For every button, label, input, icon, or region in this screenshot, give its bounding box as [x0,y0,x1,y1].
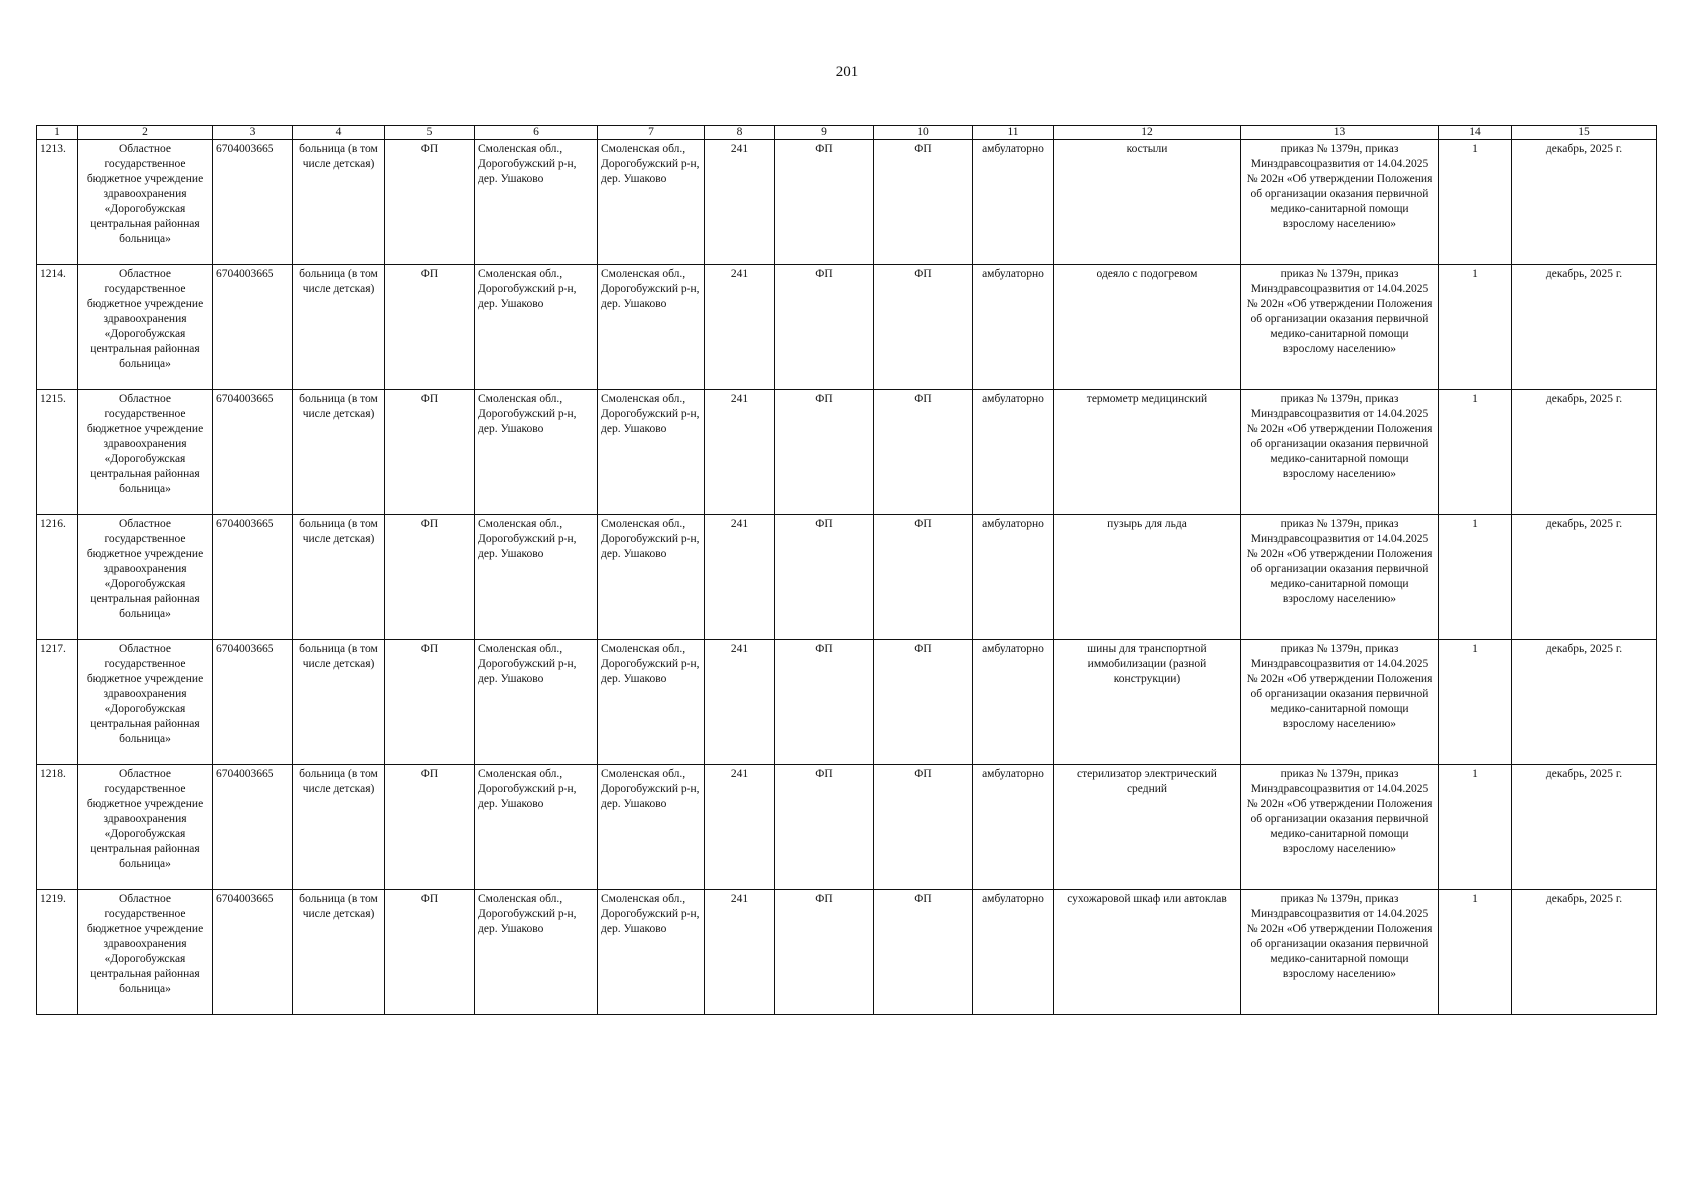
table-row [37,515,1657,640]
row-number: 1218. [37,765,78,890]
column-number-row [37,126,1657,140]
table-row [37,390,1657,515]
code-col8: 241 [705,390,775,515]
column-number-15: 15 [1512,126,1657,140]
address-col7: Смоленская обл., Дорогобужский р-н, дер. Ушаково [598,640,705,765]
unit-type: ФП [385,265,475,390]
equipment-item: стерилизатор электрический средний [1054,765,1241,890]
quantity: 1 [1439,265,1512,390]
quantity: 1 [1439,390,1512,515]
row-number: 1219. [37,890,78,1015]
organization-name: Областное государственное бюджетное учреждение здравоохранения «Дорогобужская центральная районная больница» [78,515,213,640]
registry-table [36,125,1657,1015]
inn-code: 6704003665 [213,140,293,265]
address-col6: Смоленская обл., Дорогобужский р-н, дер. Ушаково [475,140,598,265]
column-number-14: 14 [1439,126,1512,140]
inn-code: 6704003665 [213,390,293,515]
unit-col10: ФП [874,640,973,765]
table-row [37,140,1657,265]
unit-col9: ФП [775,640,874,765]
page-number: 201 [835,64,859,80]
quantity: 1 [1439,890,1512,1015]
quantity: 1 [1439,515,1512,640]
column-number-10: 10 [874,126,973,140]
regulation-order: приказ № 1379н, приказ Минздравсоцразвития от 14.04.2025 № 202н «Об утверждении Положения об организации оказания первичной медико-санитарной помощи взрослому населению» [1241,890,1439,1015]
unit-col10: ФП [874,890,973,1015]
code-col8: 241 [705,765,775,890]
address-col6: Смоленская обл., Дорогобужский р-н, дер. Ушаково [475,515,598,640]
column-number-9: 9 [775,126,874,140]
care-form: амбулаторно [973,265,1054,390]
column-number-11: 11 [973,126,1054,140]
unit-col9: ФП [775,890,874,1015]
unit-col9: ФП [775,140,874,265]
deadline-date: декабрь, 2025 г. [1512,515,1657,640]
address-col7: Смоленская обл., Дорогобужский р-н, дер. Ушаково [598,390,705,515]
column-number-6: 6 [475,126,598,140]
row-number: 1217. [37,640,78,765]
facility-type: больница (в том числе детская) [293,390,385,515]
unit-col10: ФП [874,140,973,265]
equipment-item: пузырь для льда [1054,515,1241,640]
facility-type: больница (в том числе детская) [293,890,385,1015]
unit-col9: ФП [775,265,874,390]
unit-col10: ФП [874,765,973,890]
column-number-4: 4 [293,126,385,140]
organization-name: Областное государственное бюджетное учреждение здравоохранения «Дорогобужская центральная районная больница» [78,890,213,1015]
equipment-item: шины для транспортной иммобилизации (разной конструкции) [1054,640,1241,765]
equipment-item: костыли [1054,140,1241,265]
row-number: 1216. [37,515,78,640]
care-form: амбулаторно [973,640,1054,765]
quantity: 1 [1439,140,1512,265]
care-form: амбулаторно [973,890,1054,1015]
equipment-item: сухожаровой шкаф или автоклав [1054,890,1241,1015]
row-number: 1214. [37,265,78,390]
column-number-12: 12 [1054,126,1241,140]
regulation-order: приказ № 1379н, приказ Минздравсоцразвития от 14.04.2025 № 202н «Об утверждении Положения об организации оказания первичной медико-санитарной помощи взрослому населению» [1241,515,1439,640]
unit-col10: ФП [874,390,973,515]
row-number: 1215. [37,390,78,515]
address-col7: Смоленская обл., Дорогобужский р-н, дер. Ушаково [598,765,705,890]
regulation-order: приказ № 1379н, приказ Минздравсоцразвития от 14.04.2025 № 202н «Об утверждении Положения об организации оказания первичной медико-санитарной помощи взрослому населению» [1241,390,1439,515]
column-number-13: 13 [1241,126,1439,140]
facility-type: больница (в том числе детская) [293,515,385,640]
organization-name: Областное государственное бюджетное учреждение здравоохранения «Дорогобужская центральная районная больница» [78,140,213,265]
address-col7: Смоленская обл., Дорогобужский р-н, дер. Ушаково [598,515,705,640]
regulation-order: приказ № 1379н, приказ Минздравсоцразвития от 14.04.2025 № 202н «Об утверждении Положения об организации оказания первичной медико-санитарной помощи взрослому населению» [1241,765,1439,890]
address-col6: Смоленская обл., Дорогобужский р-н, дер. Ушаково [475,640,598,765]
column-number-1: 1 [37,126,78,140]
facility-type: больница (в том числе детская) [293,765,385,890]
equipment-item: одеяло с подогревом [1054,265,1241,390]
unit-col9: ФП [775,390,874,515]
organization-name: Областное государственное бюджетное учреждение здравоохранения «Дорогобужская центральная районная больница» [78,390,213,515]
address-col6: Смоленская обл., Дорогобужский р-н, дер. Ушаково [475,265,598,390]
code-col8: 241 [705,515,775,640]
deadline-date: декабрь, 2025 г. [1512,890,1657,1015]
unit-col9: ФП [775,515,874,640]
quantity: 1 [1439,765,1512,890]
equipment-item: термометр медицинский [1054,390,1241,515]
inn-code: 6704003665 [213,515,293,640]
row-number: 1213. [37,140,78,265]
address-col6: Смоленская обл., Дорогобужский р-н, дер. Ушаково [475,390,598,515]
code-col8: 241 [705,140,775,265]
regulation-order: приказ № 1379н, приказ Минздравсоцразвития от 14.04.2025 № 202н «Об утверждении Положения об организации оказания первичной медико-санитарной помощи взрослому населению» [1241,140,1439,265]
deadline-date: декабрь, 2025 г. [1512,265,1657,390]
address-col7: Смоленская обл., Дорогобужский р-н, дер. Ушаково [598,890,705,1015]
regulation-order: приказ № 1379н, приказ Минздравсоцразвития от 14.04.2025 № 202н «Об утверждении Положения об организации оказания первичной медико-санитарной помощи взрослому населению» [1241,640,1439,765]
unit-type: ФП [385,140,475,265]
unit-type: ФП [385,765,475,890]
deadline-date: декабрь, 2025 г. [1512,765,1657,890]
regulation-order: приказ № 1379н, приказ Минздравсоцразвития от 14.04.2025 № 202н «Об утверждении Положения об организации оказания первичной медико-санитарной помощи взрослому населению» [1241,265,1439,390]
organization-name: Областное государственное бюджетное учреждение здравоохранения «Дорогобужская центральная районная больница» [78,640,213,765]
organization-name: Областное государственное бюджетное учреждение здравоохранения «Дорогобужская центральная районная больница» [78,765,213,890]
facility-type: больница (в том числе детская) [293,140,385,265]
unit-type: ФП [385,390,475,515]
organization-name: Областное государственное бюджетное учреждение здравоохранения «Дорогобужская центральная районная больница» [78,265,213,390]
address-col6: Смоленская обл., Дорогобужский р-н, дер. Ушаково [475,765,598,890]
code-col8: 241 [705,640,775,765]
unit-type: ФП [385,515,475,640]
facility-type: больница (в том числе детская) [293,265,385,390]
inn-code: 6704003665 [213,890,293,1015]
care-form: амбулаторно [973,765,1054,890]
deadline-date: декабрь, 2025 г. [1512,640,1657,765]
table-row [37,890,1657,1015]
unit-col9: ФП [775,765,874,890]
care-form: амбулаторно [973,515,1054,640]
table-row [37,765,1657,890]
address-col6: Смоленская обл., Дорогобужский р-н, дер. Ушаково [475,890,598,1015]
address-col7: Смоленская обл., Дорогобужский р-н, дер. Ушаково [598,140,705,265]
column-number-2: 2 [78,126,213,140]
code-col8: 241 [705,890,775,1015]
care-form: амбулаторно [973,140,1054,265]
inn-code: 6704003665 [213,765,293,890]
inn-code: 6704003665 [213,640,293,765]
inn-code: 6704003665 [213,265,293,390]
facility-type: больница (в том числе детская) [293,640,385,765]
unit-col10: ФП [874,265,973,390]
unit-col10: ФП [874,515,973,640]
care-form: амбулаторно [973,390,1054,515]
unit-type: ФП [385,640,475,765]
column-number-7: 7 [598,126,705,140]
column-number-3: 3 [213,126,293,140]
deadline-date: декабрь, 2025 г. [1512,390,1657,515]
quantity: 1 [1439,640,1512,765]
unit-type: ФП [385,890,475,1015]
table-row [37,640,1657,765]
column-number-8: 8 [705,126,775,140]
address-col7: Смоленская обл., Дорогобужский р-н, дер. Ушаково [598,265,705,390]
code-col8: 241 [705,265,775,390]
column-number-5: 5 [385,126,475,140]
deadline-date: декабрь, 2025 г. [1512,140,1657,265]
table-row [37,265,1657,390]
